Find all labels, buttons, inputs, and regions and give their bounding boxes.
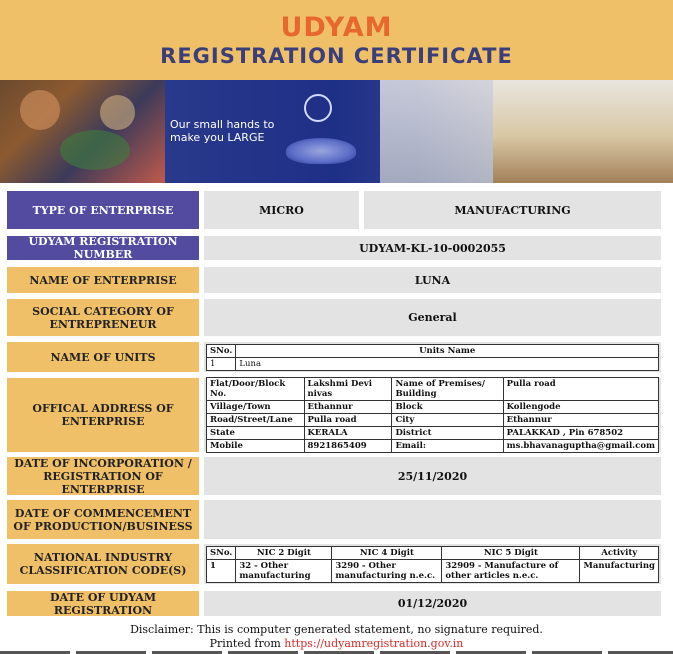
units-table [206, 344, 659, 371]
address-cell: Name of Premises/ Building [392, 378, 503, 401]
disclaimer-text: Disclaimer: This is computer generated statement, no signature required. [130, 623, 543, 636]
type-value-manufacturing: MANUFACTURING [364, 191, 661, 229]
footer [0, 623, 673, 651]
address-cell: Flat/Door/Block No. [207, 378, 305, 401]
nic-label: NATIONAL INDUSTRY CLASSIFICATION CODE(S) [7, 544, 199, 584]
enterprise-name-value: LUNA [204, 267, 661, 293]
nic-table-wrap [204, 544, 661, 584]
nic-header-sno: SNo. [207, 546, 236, 559]
chakra-icon [304, 94, 332, 122]
address-cell: 8921865409 [304, 440, 392, 453]
row-nic-codes [7, 544, 661, 584]
address-cell: ms.bhavanaguptha@gmail.com [503, 440, 658, 453]
nic-table [206, 546, 659, 583]
table-row [207, 427, 659, 440]
udyam-portal-link[interactable]: https://udyamregistration.gov.in [284, 637, 464, 650]
table-row [207, 440, 659, 453]
table-row [207, 559, 659, 582]
table-row [207, 357, 659, 370]
address-cell: PALAKKAD , Pin 678502 [503, 427, 658, 440]
address-cell: Pulla road [304, 414, 392, 427]
address-cell: Mobile [207, 440, 305, 453]
address-cell: Pulla road [503, 378, 658, 401]
table-row [207, 378, 659, 401]
row-udyam-number [7, 236, 661, 260]
address-cell: KERALA [304, 427, 392, 440]
nic-header-2digit: NIC 2 Digit [236, 546, 332, 559]
farmer-photo [493, 80, 673, 183]
banner-image [0, 80, 673, 183]
table-row [207, 414, 659, 427]
row-name-of-enterprise [7, 267, 661, 293]
units-header-sno: SNo. [207, 344, 236, 357]
incorporation-value: 25/11/2020 [204, 457, 661, 495]
address-cell: State [207, 427, 305, 440]
address-cell: District [392, 427, 503, 440]
address-cell: Kollengode [503, 401, 658, 414]
address-cell: Block [392, 401, 503, 414]
hands-icon [286, 138, 356, 164]
row-official-address [7, 378, 661, 452]
nic-cell: Manufacturing [580, 559, 659, 582]
row-type-of-enterprise [7, 191, 661, 229]
printed-from-label: Printed from [209, 637, 281, 650]
incorporation-label: DATE OF INCORPORATION / REGISTRATION OF ENTERPRISE [7, 457, 199, 495]
row-social-category [7, 299, 661, 336]
nic-cell: 1 [207, 559, 236, 582]
udyam-number-label: UDYAM REGISTRATION NUMBER [7, 236, 199, 260]
social-category-value: General [204, 299, 661, 336]
address-cell: Road/Street/Lane [207, 414, 305, 427]
type-label: TYPE OF ENTERPRISE [7, 191, 199, 229]
certificate-header [0, 0, 673, 80]
udyam-number-value: UDYAM-KL-10-0002055 [204, 236, 661, 260]
certificate-title: UDYAM [280, 12, 393, 43]
registration-date-label: DATE OF UDYAM REGISTRATION [7, 591, 199, 616]
nic-header-activity: Activity [580, 546, 659, 559]
table-row [207, 401, 659, 414]
address-cell: Ethannur [304, 401, 392, 414]
row-date-of-commencement [7, 500, 661, 539]
units-table-wrap [204, 342, 661, 372]
nic-cell: 32 - Other manufacturing [236, 559, 332, 582]
enterprise-name-label: NAME OF ENTERPRISE [7, 267, 199, 293]
address-table-wrap [204, 378, 661, 452]
units-cell-sno: 1 [207, 357, 236, 370]
row-name-of-units [7, 342, 661, 372]
nic-header-5digit: NIC 5 Digit [442, 546, 580, 559]
nic-header-4digit: NIC 4 Digit [332, 546, 442, 559]
registration-date-value: 01/12/2020 [204, 591, 661, 616]
address-cell: Ethannur [503, 414, 658, 427]
address-table [206, 377, 659, 453]
address-cell: City [392, 414, 503, 427]
address-cell: Village/Town [207, 401, 305, 414]
printed-from-line [0, 637, 673, 651]
units-cell-name: Luna [236, 357, 659, 370]
address-cell: Lakshmi Devi nivas [304, 378, 392, 401]
commencement-label: DATE OF COMMENCEMENT OF PRODUCTION/BUSINESS [7, 500, 199, 539]
commencement-value [204, 500, 661, 539]
type-value-micro: MICRO [204, 191, 359, 229]
artisan-photo [0, 80, 165, 183]
certificate-subtitle: REGISTRATION CERTIFICATE [160, 44, 513, 68]
office-photo [380, 80, 500, 183]
units-header-name: Units Name [236, 344, 659, 357]
social-category-label: SOCIAL CATEGORY OF ENTREPRENEUR [7, 299, 199, 336]
row-date-of-incorporation [7, 457, 661, 495]
row-date-of-registration [7, 591, 661, 616]
banner-tagline: Our small hands to make you LARGE [170, 118, 275, 144]
units-label: NAME OF UNITS [7, 342, 199, 372]
nic-cell: 32909 - Manufacture of other articles n.e.c. [442, 559, 580, 582]
nic-cell: 3290 - Other manufacturing n.e.c. [332, 559, 442, 582]
address-cell: Email: [392, 440, 503, 453]
address-label: OFFICAL ADDRESS OF ENTERPRISE [7, 378, 199, 452]
